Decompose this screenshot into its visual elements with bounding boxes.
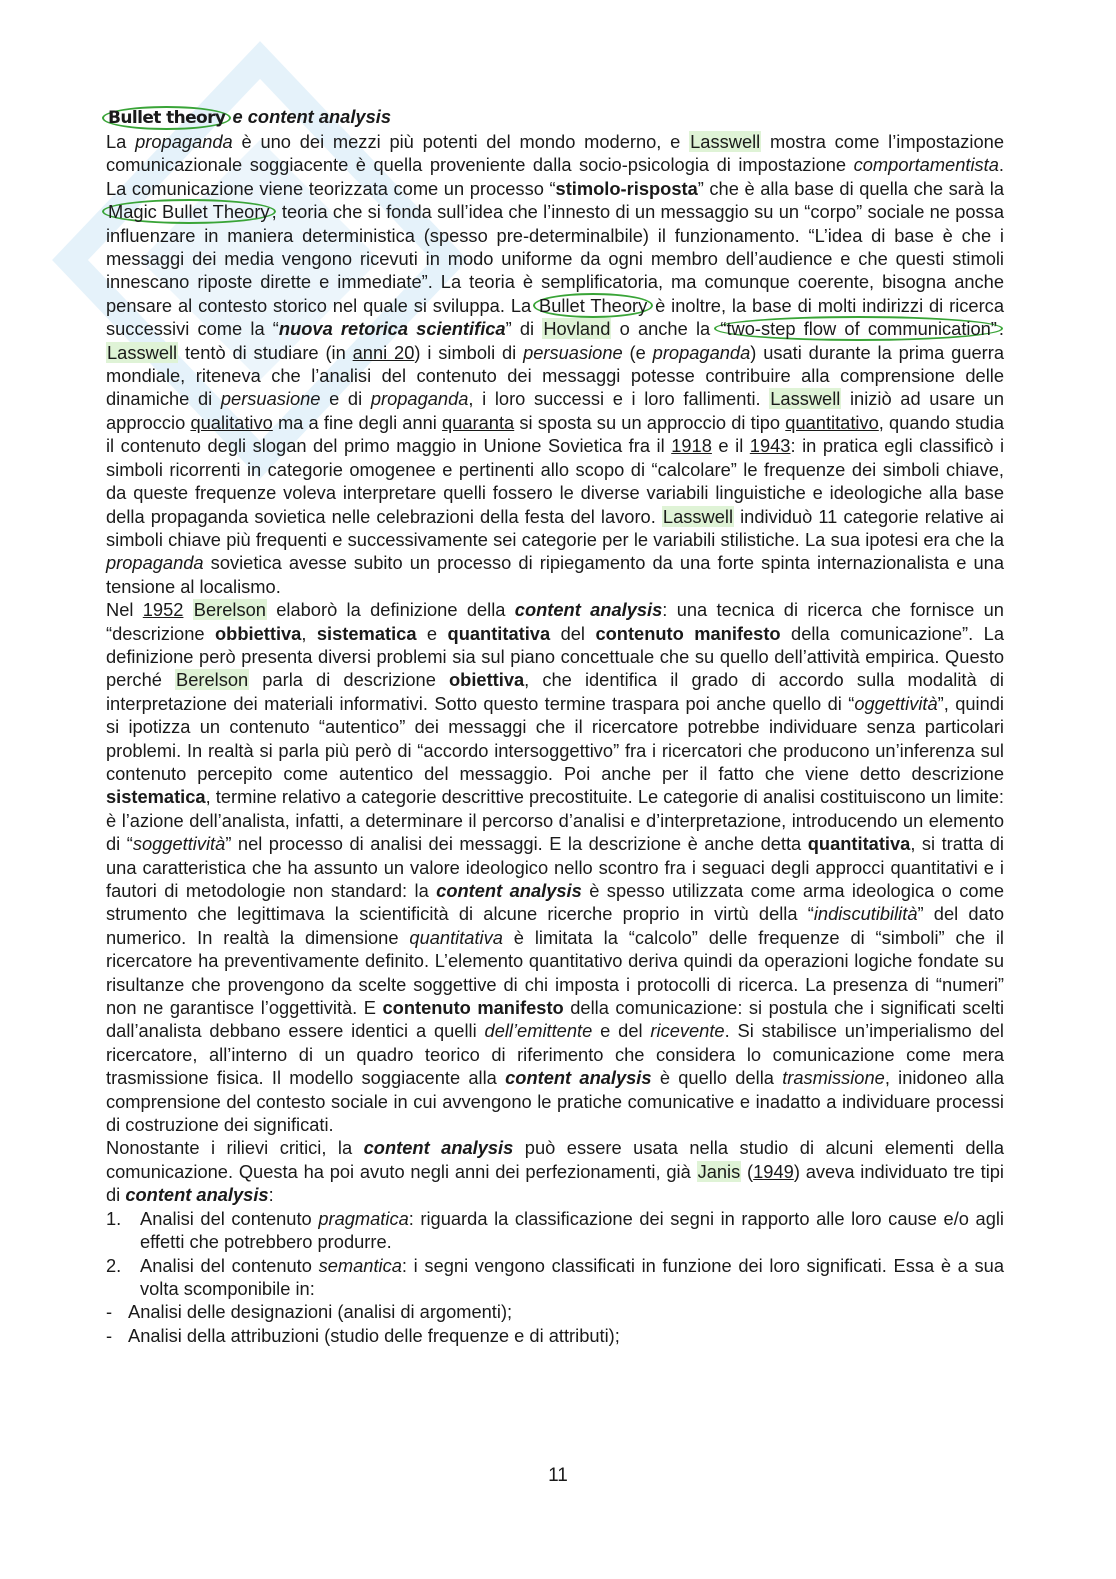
highlight-lasswell: Lasswell <box>690 131 761 152</box>
section-title: Bullet theory e content analysis <box>106 105 1004 130</box>
paragraph-janis: Nonostante i rilievi critici, la content analysis può essere usata nella studio di alcuni elementi della comunicazione. Questa ha poi avuto negli anni dei perfezionamenti, già Janis (1949) aveva individuato tre tipi di content analysis: <box>106 1137 1004 1206</box>
section-title-circled: Bullet theory <box>102 106 231 130</box>
circled-bullet-theory: Bullet Theory <box>533 293 653 318</box>
highlight-berelson: Berelson <box>176 669 249 691</box>
list-item: 1. Analisi del contenuto pragmatica: riguarda la classificazione dei segni in rapporto alle loro cause e/o agli effetti che potrebbero produrre. <box>106 1207 1004 1253</box>
content-analysis-types-list <box>106 1207 1004 1301</box>
highlight-lasswell: Lasswell <box>770 388 841 410</box>
highlight-lasswell: Lasswell <box>107 341 178 363</box>
circled-magic-bullet-theory: Magic Bullet Theory <box>102 199 276 224</box>
page-number: 11 <box>548 1465 568 1486</box>
semantic-subtypes-list <box>106 1300 1004 1347</box>
highlight-janis: Janis <box>697 1160 741 1182</box>
section-title-main: content analysis <box>247 106 391 127</box>
document-body <box>106 105 1004 1347</box>
highlight-berelson: Berelson <box>193 599 266 621</box>
highlight-lasswell: Lasswell <box>662 505 734 527</box>
paragraph-berelson: Nel 1952 Berelson elaborò la definizione della content analysis: una tecnica di ricerca che fornisce un “descrizione obbiettiva, sistematica e quantitativa del contenuto manifesto della comunicazione”. La definizione però presenta diversi problemi sia sul piano concettuale che su quello dell’attività empirica. Questo perché Berelson parla di descrizione obiettiva, che identifica il grado di accordo sulla modalità di interpretazione dei materiali informativi. Sotto questo termine traspara poi anche quello di “oggettività”, quindi si ipotizza un contenuto “autentico” dei messaggi che il ricercatore potrebbe individuare senza particolari problemi. In realtà si parla più però di “accordo intersoggettivo” fra i ricercatori che producono un’inferenza sul contenuto percepito come autentico del messaggio. Poi anche per il fatto che viene detto descrizione sistematica, termine relativo a categorie descrittive precostituite. Le categorie di analisi costituiscono un limite: è l’azione dell’analista, infatti, a determinare il percorso d’analisi e d’interpretazione, introducendo un elemento di “soggettività” nel processo di analisi dei messaggi. E la descrizione è anche detta quantitativa, si tratta di una caratteristica che ha assunto un valore ideologico nello scontro fra i seguaci degli approcci quantitativi e i fautori di metodologie non standard: la content analysis è spesso utilizzata come arma ideologica o come strumento che legittimava la scientificità di alcune ricerche proprio in virtù della “indiscutibilità” del dato numerico. In realtà la dimensione quantitativa è limitata la “calcolo” delle frequenze di “simboli” che il ricercatore ha preventivamente definito. L’elemento quantitativo deriva quindi da operazioni logiche fondate su risultanze che provengono da scelte soggettive di chi imposta i protocolli di ricerca. La presenza di “numeri” non ne garantisce l’oggettività. E contenuto manifesto della comunicazione: si postula che i significati scelti dall’analista debbano essere identici a quelli dell’emittente e del ricevente. Si stabilisce un’imperialismo del ricercatore, all’interno di un quadro teorico di riferimento che considera lo comunicazione come mera trasmissione fisica. Il modello soggiacente alla content analysis è quello della trasmissione, inidoneo alla comprensione del contesto sociale in cui avvengono le pratiche comunicative e inadatto a individuare processi di costruzione dei significati. <box>106 599 1005 1136</box>
circled-two-step-flow: “two-step flow of communication” <box>714 316 1003 341</box>
list-item: - Analisi delle designazioni (analisi di argomenti); <box>106 1301 513 1323</box>
paragraph-lasswell: La propaganda è uno dei mezzi più potenti del mondo moderno, e Lasswell mostra come l’impostazione comunicazionale soggiacente è quella proveniente dalla socio-psicologia di impostazione comportamentista. La comunicazione viene teorizzata come un processo “stimolo-risposta” che è alla base di quella che sarà la Magic Bullet Theory , teoria che si fonda sull’idea che l’innesto di un messaggio su un “corpo” sociale ne possa influenzare in maniera deterministica (spesso pre-determinalbile) il funzionamento. “L’idea di base è che i messaggi dei media vengono ricevuti in modo uniforme da ogni membro dell’audience e che questi stimoli innescano riposte dirette e immediate”. La teoria è semplificatoria, ma comunque coerente, bisogna anche pensare al contesto storico nel quale si sviluppa. La Bullet Theory è inoltre, la base di molti indirizzi di ricerca successivi come la “nuova retorica scientifica” di Hovland o anche la “two-step flow of communication” . Lasswell tentò di studiare (in anni 20) i simboli di persuasione (e propaganda) usati durante la prima guerra mondiale, riteneva che l’analisi del contenuto dei messaggi potesse contribuire alla comprensione delle dinamiche di persuasione e di propaganda, i loro successi e i loro fallimenti. Lasswell iniziò ad usare un approccio qualitativo ma a fine degli anni quaranta si sposta su un approccio di tipo quantitativo, quando studia il contenuto degli slogan del primo maggio in Unione Sovietica fra il 1918 e il 1943: in pratica egli classificò i simboli ricorrenti in categorie omogenee e pertinenti allo scopo di “calcolare” le frequenze dei simboli chiave, da queste frequenze voleva interpretare quelli fossero le diverse variabili linguistiche e ideologiche alla base della propaganda sovietica nelle celebrazioni della festa del lavoro. Lasswell individuò 11 categorie relative ai simboli chiave più frequenti e successivamente sei categorie per le variabili stilistiche. La sua ipotesi era che la propaganda sovietica avesse subito un processo di ripiegamento da una forte spinta internazionalista e una tensione al localismo. <box>106 130 1004 598</box>
highlight-hovland: Hovland <box>543 318 611 340</box>
list-item: 2. Analisi del contenuto semantica: i segni vengono classificati in funzione dei loro significati. Essa è a sua volta scomponibile in: <box>106 1254 1004 1299</box>
list-item: - Analisi della attribuzioni (studio delle frequenze e di attributi); <box>106 1324 620 1346</box>
